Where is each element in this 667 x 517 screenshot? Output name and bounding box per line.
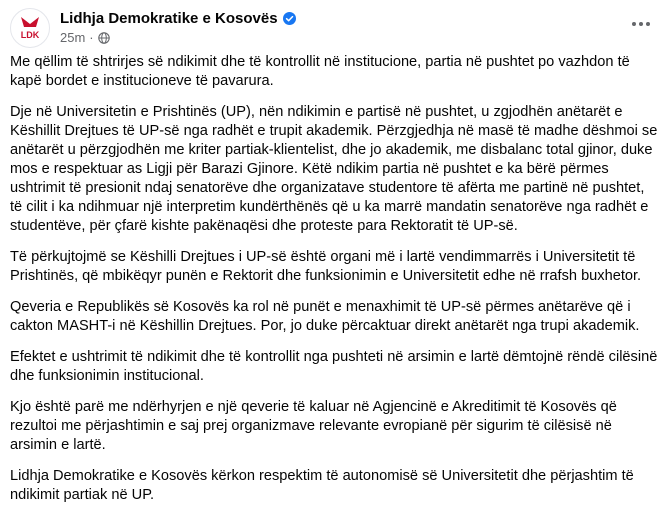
post-paragraph: Lidhja Demokratike e Kosovës kërkon respektim të autonomisë së Universitetit dhe përjashtim të ndikimit partiak në UP.	[10, 468, 634, 503]
post-paragraph: Kjo është parë me ndërhyrjen e një qeverie të kaluar në Agjencinë e Akreditimit të Kosovës që rezultoi me përjashtimin e saj prej organizmave relevante evropianë për sigurim të cilësisë në arsimin e lartë.	[10, 399, 617, 453]
author-name[interactable]: Lidhja Demokratike e Kosovës	[60, 10, 278, 27]
post-paragraph: Dje në Universitetin e Prishtinës (UP), nën ndikimin e partisë në pushtet, u zgjodhën anëtarët e Këshillit Drejtues të UP-së nga radhët e trupit akademik. Përzgjedhja në masë të madhe dëshmoi se anëtarët u përzgjodhën me kriter partiak-klientelist, dhe jo akademik, me disbalanc total gjinor, duke mos e respektuar as Ligji për Barazi Gjinore. Këtë ndikim partia në pushtet e ka bërë përmes ushtrimit të presionit ndaj senatorëve dhe organizatave studentore të afërta me partinë në pushtet, të cilit i ka ndihmuar një interpretim kundërthënës që u ka marrë mandatin senatorëve nga radhët e studentëve, për çfarë kishte pakënaqësi dhe proteste para Rektoratit të UP-së.	[10, 104, 658, 234]
avatar-text: LDK	[20, 30, 40, 40]
post-meta	[60, 30, 110, 45]
ldk-logo-icon	[11, 9, 49, 47]
author-row	[60, 10, 296, 27]
post-header	[10, 8, 657, 48]
post-paragraph: Të përkujtojmë se Këshilli Drejtues i UP-së është organi më i lartë vendimmarrës i Universitetit të Prishtinës, që mbikëqyr punën e Rektorit dhe funksionimin e Universitetit edhe në rrafsh buxhetor.	[10, 249, 642, 284]
post-paragraph: Me qëllim të shtrirjes së ndikimit dhe të kontrollit në institucione, partia në pushtet po vazhdon të kapë bordet e institucioneve të pavarura.	[10, 54, 630, 89]
globe-icon[interactable]	[98, 32, 110, 44]
post-paragraph: Efektet e ushtrimit të ndikimit dhe të kontrollit nga pushteti në arsimin e lartë dëmtojnë rëndë cilësinë dhe funksionimin institucional.	[10, 349, 658, 384]
avatar[interactable]	[10, 8, 50, 48]
meta-separator: ·	[89, 30, 94, 45]
verified-badge-icon	[283, 12, 296, 25]
post-paragraph: Qeveria e Republikës së Kosovës ka rol në punët e menaxhimit të UP-së përmes anëtarëve që i cakton MASHT-i në Këshillin Drejtues. Por, jo duke përcaktuar direkt anëtarët nga trupi akademik.	[10, 299, 640, 334]
more-options-icon[interactable]	[625, 12, 657, 36]
post-body	[10, 53, 658, 517]
post-timestamp[interactable]: 25m	[60, 30, 86, 45]
